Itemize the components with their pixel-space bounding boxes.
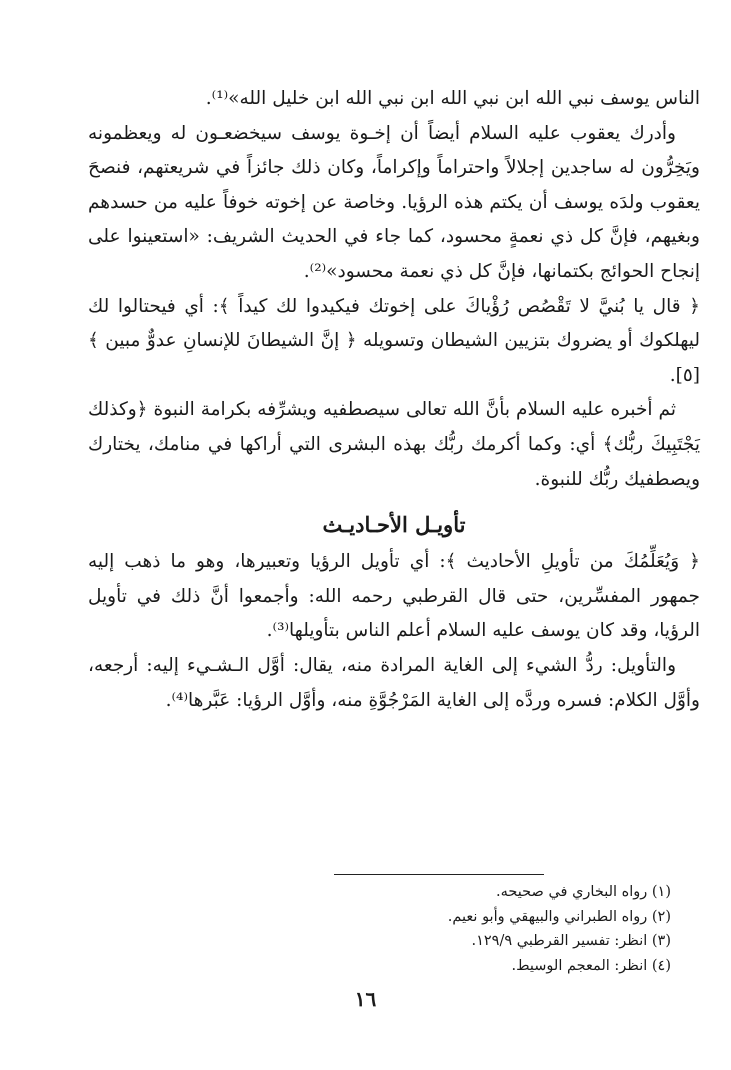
paragraph-6: والتأويل: ردُّ الشيء إلى الغاية المرادة منه، يقال: أوَّل الـشـيء إليه: أرجعه، وأوَّل الكلام: فسره وردَّه إلى الغاية المَرْجُوَّةِ منه، وأوَّل الرؤيا: عَبَّرها⁽⁴⁾. [88,654,700,711]
paragraph-5: ﴿ وَيُعَلِّمُكَ من تأويلِ الأحاديث ﴾: أي تأويل الرؤيا وتعبيرها، وهو ما ذهب إليه جمهور المفسِّرين، حتى قال القرطبي رحمه الله: وأجمعوا أنَّ ذلك في تأويل الرؤيا، وقد كان يوسف عليه السلام أعلم الناس بتأويلها⁽³⁾. [88,551,700,642]
paragraph-4: ثم أخبره عليه السلام بأنَّ الله تعالى سيصطفيه ويشرِّفه بكرامة النبوة ﴿وكذلك يَجْتَبِيكَ ربُّك﴾ أي: وكما أكرمك ربُّك بهذه البشرى التي أراكها في منامك، يختارك ويصطفيك ربُّك للنبوة. [88,399,700,490]
section-title: تأويـل الأحـاديـث [322,512,466,538]
footnote-1: (١) رواه البخاري في صحيحه. [496,884,671,900]
paragraph-2: وأدرك يعقوب عليه السلام أيضاً أن إخـوة يوسف سيخضعـون له ويعظمونه ويَخِرُّون له ساجدين إجلالاً واحتراماً وإكراماً، وكان ذلك جائزاً في شريعتهم، فنصحَ يعقوب ولدَه يوسف أن يكتم هذه الرؤيا. وخاصة عن إخوته خوفاً عليه من حسدهم وبغيهم، فإنَّ كل ذي نعمةٍ محسود، كما جاء في الحديث الشريف: «استعينوا على إنجاح الحوائج بكتمانها، فإنَّ كل ذي نعمة محسود»⁽²⁾. [88,122,700,282]
paragraph-3: ﴿ قال يا بُنيَّ لا تَقْصُص رُؤْياكَ على إخوتك فيكيدوا لك كيداً ﴾: أي فيحتالوا لك ليهلكوك أو يضروك بتزيين الشيطان وتسويله ﴿ إنَّ الشيطانَ للإنسانِ عدوٌّ مبين ﴾ [٥]. [88,295,700,386]
paragraph-1: الناس يوسف نبي الله ابن نبي الله ابن نبي الله ابن خليل الله»⁽¹⁾. [205,88,700,109]
footnotes [271,880,671,978]
page-body [88,82,700,718]
footnote-3: (٣) انظر: تفسير القرطبي ١٢٩/٩. [471,933,671,950]
footnote-divider [334,874,544,875]
footnote-4: (٤) انظر: المعجم الوسيط. [511,957,671,974]
footnote-2: (٢) رواه الطبراني والبيهقي وأبو نعيم. [447,908,671,925]
page-number: ١٦ [354,987,377,1011]
